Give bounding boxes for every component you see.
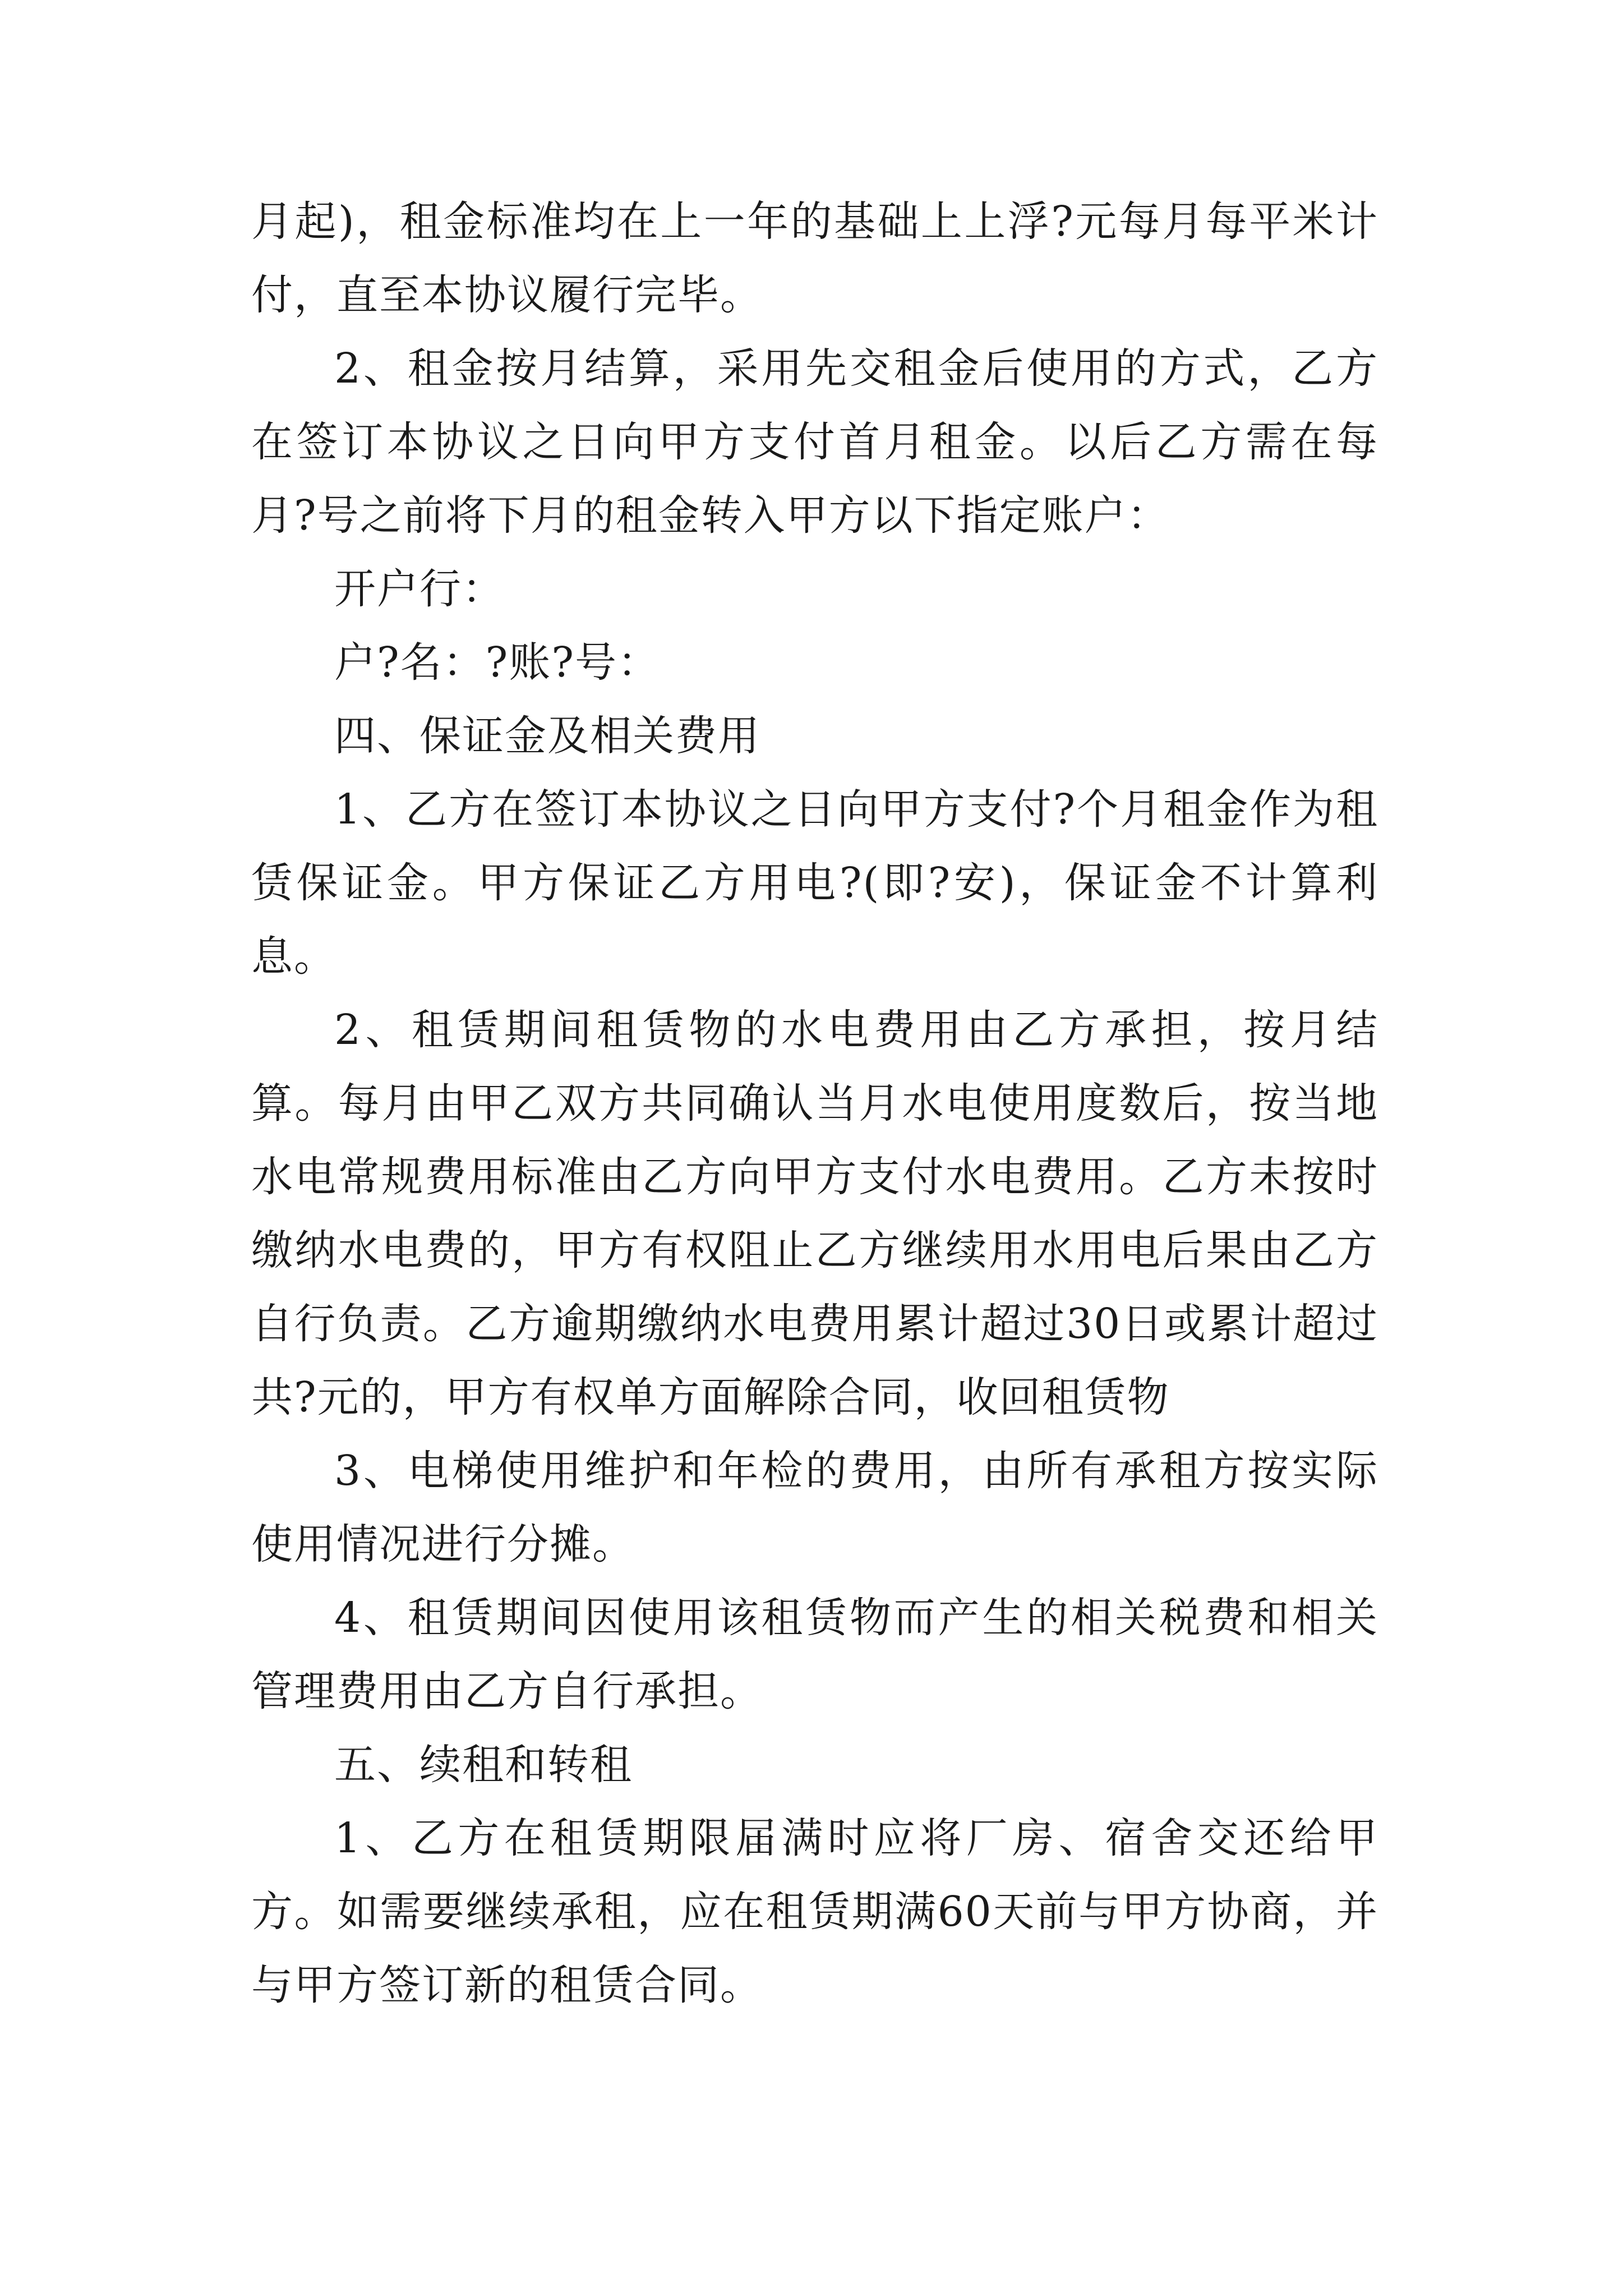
section-heading-deposit: 四、保证金及相关费用 — [334, 712, 760, 760]
paragraph-deposit: 1、乙方在签订本协议之日向甲方支付?个月租金作为租赁保证金。甲方保证乙方用电?(即?安)，保证金不计算利息。 — [251, 785, 1378, 981]
paragraph-monthly-settlement: 2、租金按月结算，采用先交租金后使用的方式，乙方在签订本协议之日向甲方支付首月租金。以后乙方需在每月?号之前将下月的租金转入甲方以下指定账户： — [251, 344, 1378, 540]
section-heading-renewal: 五、续租和转租 — [334, 1741, 633, 1789]
paragraph-utilities: 2、租赁期间租赁物的水电费用由乙方承担，按月结算。每月由甲乙双方共同确认当月水电使用度数后，按当地水电常规费用标准由乙方向甲方支付水电费用。乙方未按时缴纳水电费的，甲方有权阻止乙方继续用水用电后果由乙方自行负责。乙方逾期缴纳水电费用累计超过30日或累计超过共?元的，甲方有权单方面解除合同，收回租赁物 — [251, 1006, 1378, 1421]
document-body — [251, 185, 1378, 2022]
paragraph-account-info: 户?名：?账?号： — [334, 638, 661, 687]
paragraph-elevator: 3、电梯使用维护和年检的费用，由所有承租方按实际使用情况进行分摊。 — [251, 1447, 1378, 1568]
paragraph-rent-increase: 月起)，租金标准均在上一年的基础上上浮?元每月每平米计付，直至本协议履行完毕。 — [251, 197, 1378, 319]
paragraph-bank-name: 开户行： — [334, 565, 505, 613]
paragraph-taxes: 4、租赁期间因使用该租赁物而产生的相关税费和相关管理费用由乙方自行承担。 — [251, 1594, 1378, 1715]
paragraph-renewal: 1、乙方在租赁期限届满时应将厂房、宿舍交还给甲方。如需要继续承租，应在租赁期满60天前与甲方协商，并与甲方签订新的租赁合同。 — [251, 1814, 1378, 2009]
